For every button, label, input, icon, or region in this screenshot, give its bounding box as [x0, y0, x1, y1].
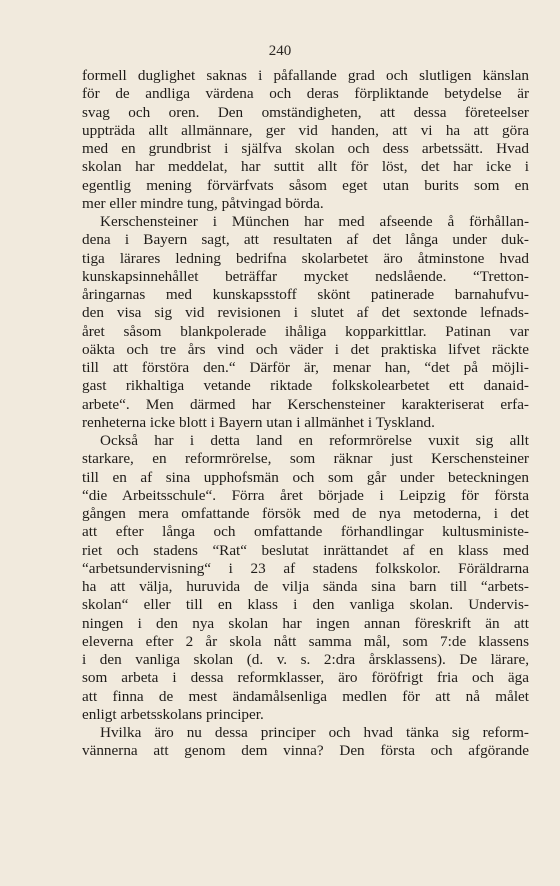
text-line: åringarnas med kunskapsstoff skönt patinerade barnahufvu-	[82, 286, 529, 303]
text-line: dena i Bayern sagt, att resultaten af det långa under duk-	[82, 231, 529, 249]
text-line: året såsom blankpolerade ihåliga kopparkittlar. Patinan var	[82, 322, 529, 340]
text-line: Kerschensteiner i München har med afseende å förhållan-	[100, 213, 529, 230]
text-line: mer eller mindre tung, påtvingad börda.	[82, 194, 324, 212]
text-line: som arbeta i dessa reformklasser, äro föröfrigt fria och äga	[82, 669, 529, 687]
text-line: arbete“. Men därmed har Kerschensteiner karakteriserat erfa-	[82, 395, 529, 413]
text-line: till att förstöra den.“ Därför är, menar han, “det på möjli-	[82, 359, 529, 376]
text-line: enligt arbetsskolans principer.	[82, 705, 264, 723]
text-line: ha att välja, huruvida de vilja sända sina barn till “arbets-	[82, 578, 529, 595]
text-line: kunskapsinnehållet beträffar mycket nedslående. “Tretton-	[82, 267, 529, 285]
text-line: gången mera omfattande försök med de nya metoderna, i det	[82, 505, 529, 522]
text-line: den visa sig vid revisionen i slutet af det sextonde lefnads-	[82, 304, 529, 322]
text-line: vännerna att genom dem vinna? Den första och afgörande	[82, 742, 529, 760]
text-line: med en grundbrist i själfva skolan och dess arbetssätt. Hvad	[82, 140, 529, 157]
text-line: Hvilka äro nu dessa principer och hvad tänka sig reform-	[100, 724, 529, 741]
text-line: eleverna efter 2 år skola nått samma mål, som 7:de klassens	[82, 632, 529, 650]
body-text	[82, 67, 529, 761]
text-line: svag och oren. Den omständigheten, att dessa företeelser	[82, 103, 529, 121]
page-number: 240	[268, 43, 292, 59]
text-line: uppträda allt allmännare, ger vid handen, att vi ha att göra	[82, 121, 529, 139]
text-line: tiga lärares ledning bedrifna skolarbetet äro åtminstone hvad	[82, 249, 529, 267]
text-line: för de andliga värdena och deras förpliktande betydelse är	[82, 85, 529, 103]
text-line: Också har i detta land en reformrörelse vuxit sig allt	[100, 432, 529, 449]
text-line: renheterna icke blott i Bayern utan i allmänhet i Tyskland.	[82, 413, 435, 431]
text-line: till en af sina upphofsmän och som går under beteckningen	[82, 468, 529, 486]
text-line: riet och stadens “Rat“ beslutat inrättandet af en klass med	[82, 541, 529, 559]
text-line: i den vanliga skolan (d. v. s. 2:dra årsklassens). De lärare,	[82, 651, 529, 668]
text-line: att finna de mest ändamålsenliga medlen för att nå målet	[82, 687, 529, 705]
text-line: “arbetsundervisning“ i 23 af stadens folkskolor. Föräldrarna	[82, 559, 529, 577]
text-line: gast rikhaltiga vetande riktade folkskolearbetet ett danaid-	[82, 377, 529, 395]
text-line: ningen i den nya skolan har ingen annan föreskrift än att	[82, 614, 529, 632]
text-line: skolan har meddelat, har suttit allt för löst, det har icke i	[82, 158, 529, 176]
text-line: egentlig mening förvärfvats såsom eget utan burits som en	[82, 176, 529, 194]
text-line: formell duglighet saknas i påfallande grad och slutligen känslan	[82, 67, 529, 84]
text-line: “die Arbeitsschule“. Förra året började i Leipzig för första	[82, 486, 529, 504]
text-line: oäkta och tre års vind och väder i det praktiska lifvet räckte	[82, 340, 529, 358]
text-line: att efter långa och omfattande förhandlingar kultusministe-	[82, 523, 529, 541]
text-line: skolan“ eller till en klass i den vanliga skolan. Undervis-	[82, 596, 529, 614]
text-line: starkare, en reformrörelse, som räknar just Kerschensteiner	[82, 450, 529, 468]
